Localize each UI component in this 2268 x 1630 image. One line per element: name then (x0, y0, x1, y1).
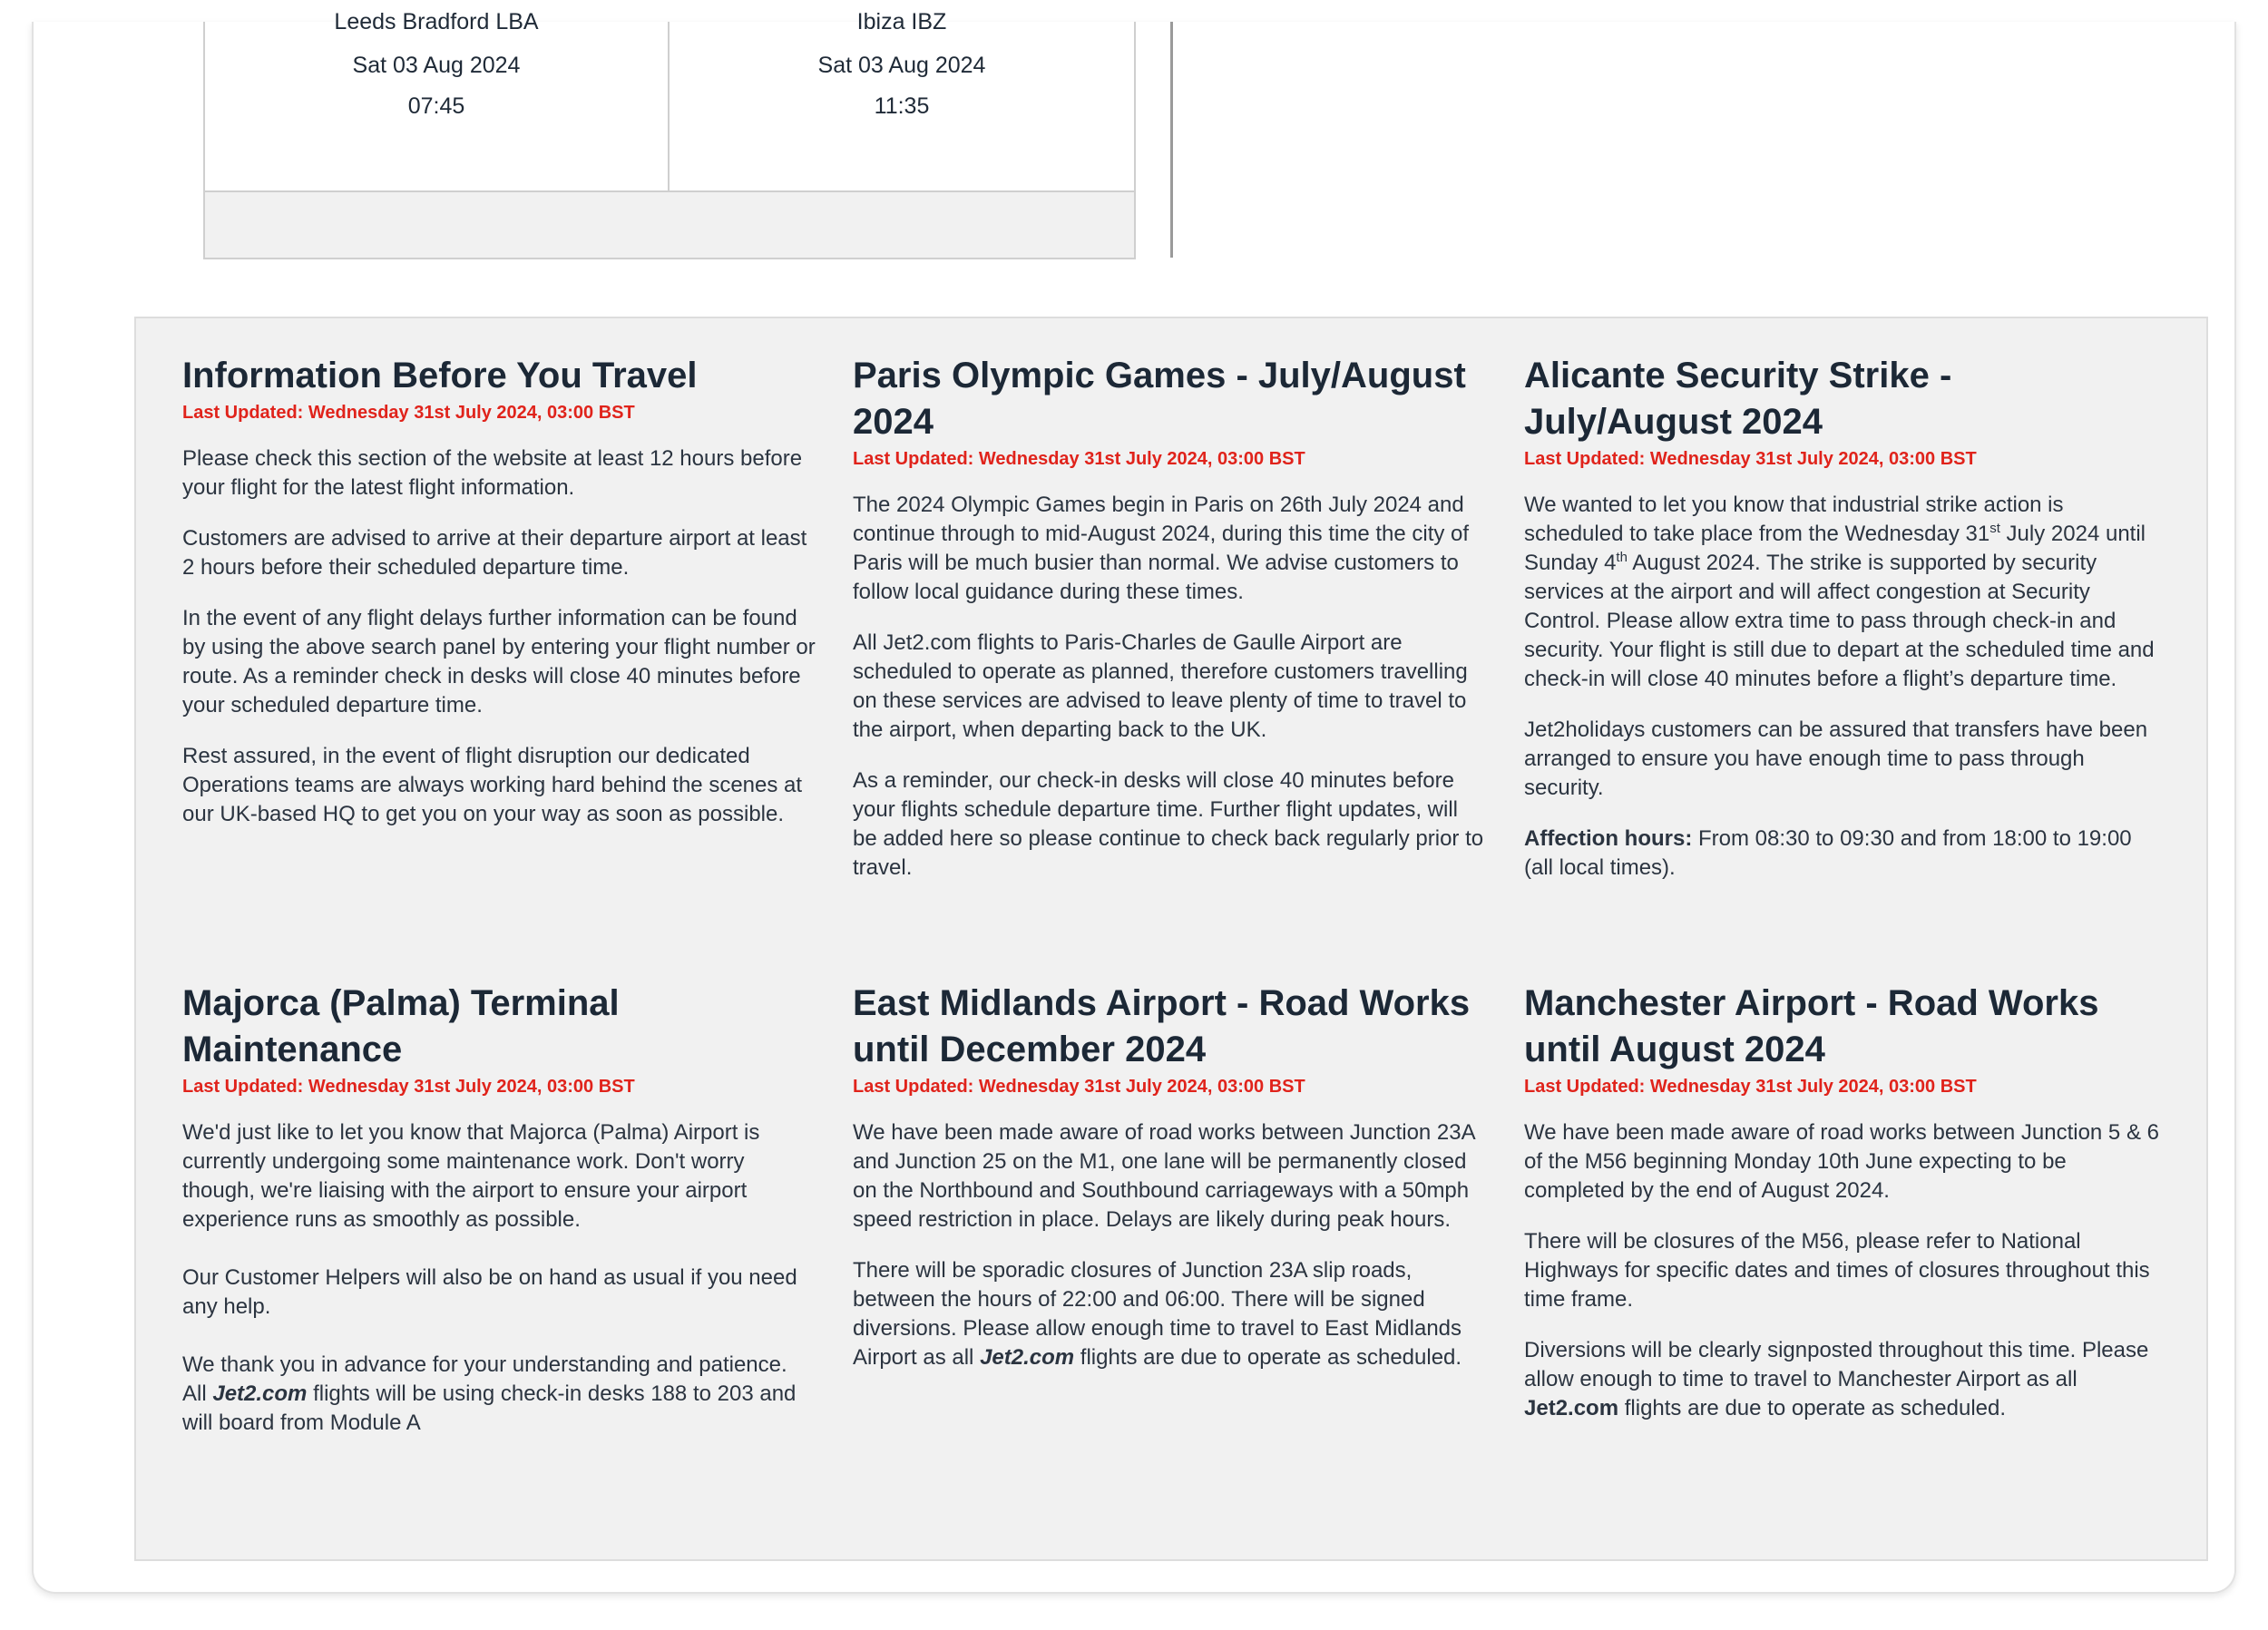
flight-details-table (203, 9, 1136, 259)
arrival-airport: Ibiza IBZ (856, 9, 947, 34)
arrival-cell (670, 9, 1134, 190)
jet2-brand: Jet2.com (1524, 1396, 1619, 1420)
departure-time: 07:45 (407, 93, 465, 119)
notice-paragraph: There will be sporadic closures of Junction 23A slip roads, between the hours of 22:00 and 06:00. There will be signed diversions. Please allow enough time to travel to East Midlands Airport as all Jet2.com flights are due to operate as scheduled. (853, 1258, 1462, 1370)
notice-information-before-travel (182, 353, 817, 851)
notice-title: Information Before You Travel (182, 356, 698, 395)
last-updated: Last Updated: Wednesday 31st July 2024, 03:00 BST (853, 449, 1305, 469)
arrival-date: Sat 03 Aug 2024 (817, 53, 986, 78)
notice-title: East Midlands Airport - Road Works until December 2024 (853, 983, 1471, 1069)
notice-paragraph: Affection hours: From 08:30 to 09:30 and from 18:00 to 19:00 (all local times). (1524, 826, 2132, 880)
notice-paragraph: The 2024 Olympic Games begin in Paris on 26th July 2024 and continue through to mid-August 2024, during this time the city of Paris will be much busier than normal. We advise customers to follow local guidance during these times. (853, 493, 1470, 604)
last-updated: Last Updated: Wednesday 31st July 2024, 03:00 BST (182, 1077, 635, 1097)
last-updated: Last Updated: Wednesday 31st July 2024, 03:00 BST (1524, 449, 1977, 469)
jet2-brand: Jet2.com (212, 1381, 308, 1406)
departure-date: Sat 03 Aug 2024 (352, 53, 521, 78)
notice-paragraph: Jet2holidays customers can be assured that transfers have been arranged to ensure you have enough time to pass through security. (1524, 717, 2148, 800)
travel-information-panel (134, 317, 2208, 1561)
notice-paragraph: Rest assured, in the event of flight disruption our dedicated Operations teams are always working hard behind the scenes at our UK-based HQ to get you on your way as soon as possible. (182, 744, 803, 826)
column-divider (1170, 22, 1173, 258)
notice-paragraph: All Jet2.com flights to Paris-Charles de Gaulle Airport are scheduled to operate as planned, therefore customers travelling on these services are advised to leave plenty of time to travel to the airport, when departing back to the UK. (853, 630, 1468, 742)
notice-alicante-strike (1524, 353, 2164, 904)
notice-paragraph: Customers are advised to arrive at their departure airport at least 2 hours before their scheduled departure time. (182, 526, 807, 580)
flight-table-footer (205, 190, 1134, 258)
notice-paragraph: As a reminder, our check-in desks will close 40 minutes before your flights schedule departure time. Further flight updates, will be added here so please continue to check back regularly prior to travel. (853, 768, 1484, 880)
arrival-time: 11:35 (874, 93, 930, 119)
notice-title: Alicante Security Strike - July/August 2024 (1524, 356, 1952, 442)
notice-paragraph: We thank you in advance for your understanding and patience. (182, 1352, 787, 1377)
notice-paragraph: We wanted to let you know that industrial strike action is scheduled to take place from the Wednesday 31st July 2024 until Sunday 4th August 2024. The strike is supported by security services at the airport and will affect congestion at Security Control. Please allow extra time to pass through check-in and security. Your flight is still due to depart at the scheduled time and check-in will close 40 minutes before a flight’s departure time. (1524, 493, 2155, 691)
notice-majorca-maintenance (182, 981, 817, 1459)
affection-hours-label: Affection hours: (1524, 826, 1693, 851)
departure-cell (205, 9, 670, 190)
notice-paragraph: We have been made aware of road works between Junction 5 & 6 of the M56 beginning Monday 10th June expecting to be completed by the end of August 2024. (1524, 1120, 2159, 1203)
notice-paragraph: All Jet2.com flights will be using check-in desks 188 to 203 and will board from Module A (182, 1381, 797, 1435)
departure-airport: Leeds Bradford LBA (334, 9, 539, 34)
last-updated: Last Updated: Wednesday 31st July 2024, 03:00 BST (853, 1077, 1305, 1097)
notice-title: Paris Olympic Games - July/August 2024 (853, 356, 1466, 442)
notice-paragraph: Please check this section of the website at least 12 hours before your flight for the latest flight information. (182, 446, 803, 500)
notice-paragraph: Diversions will be clearly signposted throughout this time. Please allow enough to time to travel to Manchester Airport as all Jet2.com flights are due to operate as scheduled. (1524, 1338, 2149, 1420)
flight-status-card (32, 9, 2236, 1594)
notice-paragraph: We have been made aware of road works between Junction 23A and Junction 25 on the M1, one lane will be permanently closed on the Northbound and Southbound carriageways with a 50mph speed restriction in place. Delays are likely during peak hours. (853, 1120, 1475, 1232)
last-updated: Last Updated: Wednesday 31st July 2024, 03:00 BST (1524, 1077, 1977, 1097)
notice-paris-olympics (853, 353, 1488, 904)
notice-paragraph: In the event of any flight delays further information can be found by using the above search panel by entering your flight number or route. As a reminder check in desks will close 40 minutes before your scheduled departure time. (182, 606, 816, 717)
jet2-brand: Jet2.com (980, 1345, 1075, 1370)
notice-title: Manchester Airport - Road Works until August 2024 (1524, 983, 2099, 1069)
notice-paragraph: We'd just like to let you know that Majorca (Palma) Airport is currently undergoing some maintenance work. Don't worry though, we're liaising with the airport to ensure your airport experience runs as smoothly as possible. (182, 1120, 760, 1232)
notice-paragraph: There will be closures of the M56, please refer to National Highways for specific dates and times of closures throughout this time frame. (1524, 1229, 2150, 1312)
notice-manchester-roadworks (1524, 981, 2164, 1445)
notice-title: Majorca (Palma) Terminal Maintenance (182, 983, 620, 1069)
notice-east-midlands-roadworks (853, 981, 1488, 1394)
notice-paragraph: Our Customer Helpers will also be on hand as usual if you need any help. (182, 1265, 797, 1319)
last-updated: Last Updated: Wednesday 31st July 2024, 03:00 BST (182, 403, 635, 423)
